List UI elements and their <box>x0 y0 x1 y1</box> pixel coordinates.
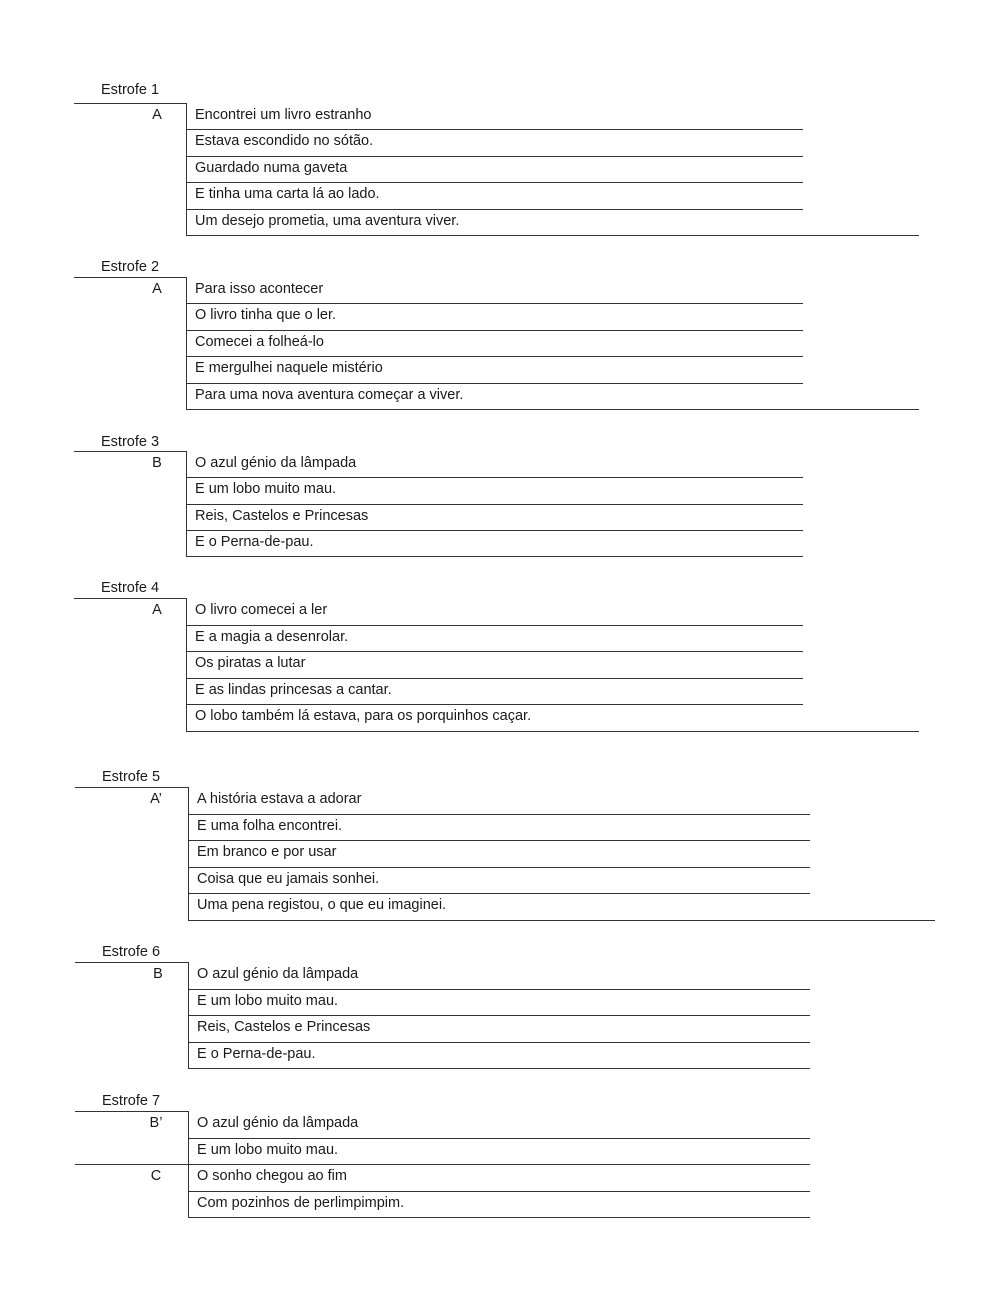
verse-underline <box>188 1042 810 1043</box>
verse-line: Um desejo prometia, uma aventura viver. <box>195 212 460 229</box>
stanza-title: Estrofe 5 <box>102 769 161 785</box>
verse-line: E o Perna-de-pau. <box>197 1045 316 1062</box>
stanza-title: Estrofe 6 <box>102 944 161 960</box>
verse-line: Uma pena registou, o que eu imaginei. <box>197 897 447 914</box>
verse-underline <box>186 678 803 679</box>
verse-underline <box>186 651 803 652</box>
verse-line: Reis, Castelos e Princesas <box>195 507 369 524</box>
verse-underline <box>186 530 803 531</box>
verse-underline <box>186 303 803 304</box>
rhyme-label: A’ <box>150 791 162 807</box>
verse-underline <box>186 704 803 705</box>
column-divider <box>188 1111 189 1217</box>
stanza-title: Estrofe 3 <box>101 434 160 450</box>
verse-line: Em branco e por usar <box>197 844 337 861</box>
verse-line: O sonho chegou ao fim <box>197 1168 347 1184</box>
verse-line: O azul génio da lâmpada <box>197 966 359 982</box>
title-rule <box>75 787 188 788</box>
verse-underline <box>186 235 919 236</box>
verse-line: Os piratas a lutar <box>195 655 306 672</box>
stanza-title: Estrofe 1 <box>101 82 160 98</box>
verse-underline <box>188 1164 810 1165</box>
verse-underline <box>186 156 803 157</box>
verse-underline <box>186 504 803 505</box>
stanza-title: Estrofe 4 <box>101 580 160 596</box>
verse-line: O azul génio da lâmpada <box>197 1115 359 1131</box>
verse-underline <box>186 625 803 626</box>
verse-underline <box>186 330 803 331</box>
column-divider <box>186 451 187 556</box>
title-rule <box>75 962 188 963</box>
column-divider <box>188 962 189 1068</box>
verse-underline <box>188 1138 810 1139</box>
verse-underline <box>186 556 803 557</box>
verse-line: O livro tinha que o ler. <box>195 307 337 324</box>
verse-underline <box>188 1217 810 1218</box>
verse-underline <box>188 893 810 894</box>
verse-underline <box>188 989 810 990</box>
verse-underline <box>186 731 919 732</box>
verse-underline <box>188 840 810 841</box>
verse-line: Com pozinhos de perlimpimpim. <box>197 1194 405 1211</box>
verse-underline <box>186 409 919 410</box>
verse-underline <box>186 356 803 357</box>
verse-line: E uma folha encontrei. <box>197 817 343 834</box>
column-divider <box>188 787 189 920</box>
title-rule <box>74 277 186 278</box>
verse-line: A história estava a adorar <box>197 791 362 807</box>
verse-line: E um lobo muito mau. <box>197 992 339 1009</box>
verse-line: Coisa que eu jamais sonhei. <box>197 870 380 887</box>
verse-underline <box>188 867 810 868</box>
verse-underline <box>188 1191 810 1192</box>
rhyme-label: B’ <box>149 1115 163 1131</box>
rhyme-label: B <box>153 966 163 982</box>
verse-line: Para uma nova aventura começar a viver. <box>195 386 464 403</box>
verse-line: O azul génio da lâmpada <box>195 455 357 471</box>
stanza-title: Estrofe 2 <box>101 259 160 275</box>
rhyme-label: B <box>152 455 162 471</box>
verse-underline <box>188 1068 810 1069</box>
verse-underline <box>186 209 803 210</box>
title-rule <box>75 1111 188 1112</box>
verse-underline <box>186 383 803 384</box>
verse-line: Guardado numa gaveta <box>195 159 348 176</box>
verse-line: Reis, Castelos e Princesas <box>197 1019 371 1035</box>
verse-line: Para isso acontecer <box>195 281 324 297</box>
title-rule <box>74 451 186 452</box>
verse-underline <box>188 814 810 815</box>
verse-line: E a magia a desenrolar. <box>195 628 349 645</box>
verse-underline <box>186 129 803 130</box>
verse-line: E as lindas princesas a cantar. <box>195 681 392 698</box>
column-divider <box>186 277 187 409</box>
verse-line: Comecei a folheá-lo <box>195 333 324 350</box>
stanza-title: Estrofe 7 <box>102 1093 161 1109</box>
verse-line: Encontrei um livro estranho <box>195 107 372 123</box>
verse-line: E mergulhei naquele mistério <box>195 360 383 377</box>
verse-line: O lobo também lá estava, para os porquinhos caçar. <box>195 708 532 725</box>
verse-line: E um lobo muito mau. <box>197 1141 339 1158</box>
verse-line: Estava escondido no sótão. <box>195 133 374 150</box>
title-rule <box>74 598 186 599</box>
verse-line: O livro comecei a ler <box>195 602 328 618</box>
column-divider <box>186 103 187 235</box>
rhyme-label: A <box>152 602 162 618</box>
rhyme-label: A <box>152 107 162 123</box>
column-divider <box>186 598 187 731</box>
group-rule <box>75 1164 188 1165</box>
verse-underline <box>188 920 935 921</box>
verse-underline <box>188 1015 810 1016</box>
verse-line: E o Perna-de-pau. <box>195 533 314 550</box>
verse-line: E um lobo muito mau. <box>195 481 337 498</box>
verse-underline <box>186 477 803 478</box>
title-rule <box>74 103 186 104</box>
verse-underline <box>186 182 803 183</box>
rhyme-label: A <box>152 281 162 297</box>
rhyme-label: C <box>150 1168 162 1184</box>
verse-line: E tinha uma carta lá ao lado. <box>195 186 380 203</box>
